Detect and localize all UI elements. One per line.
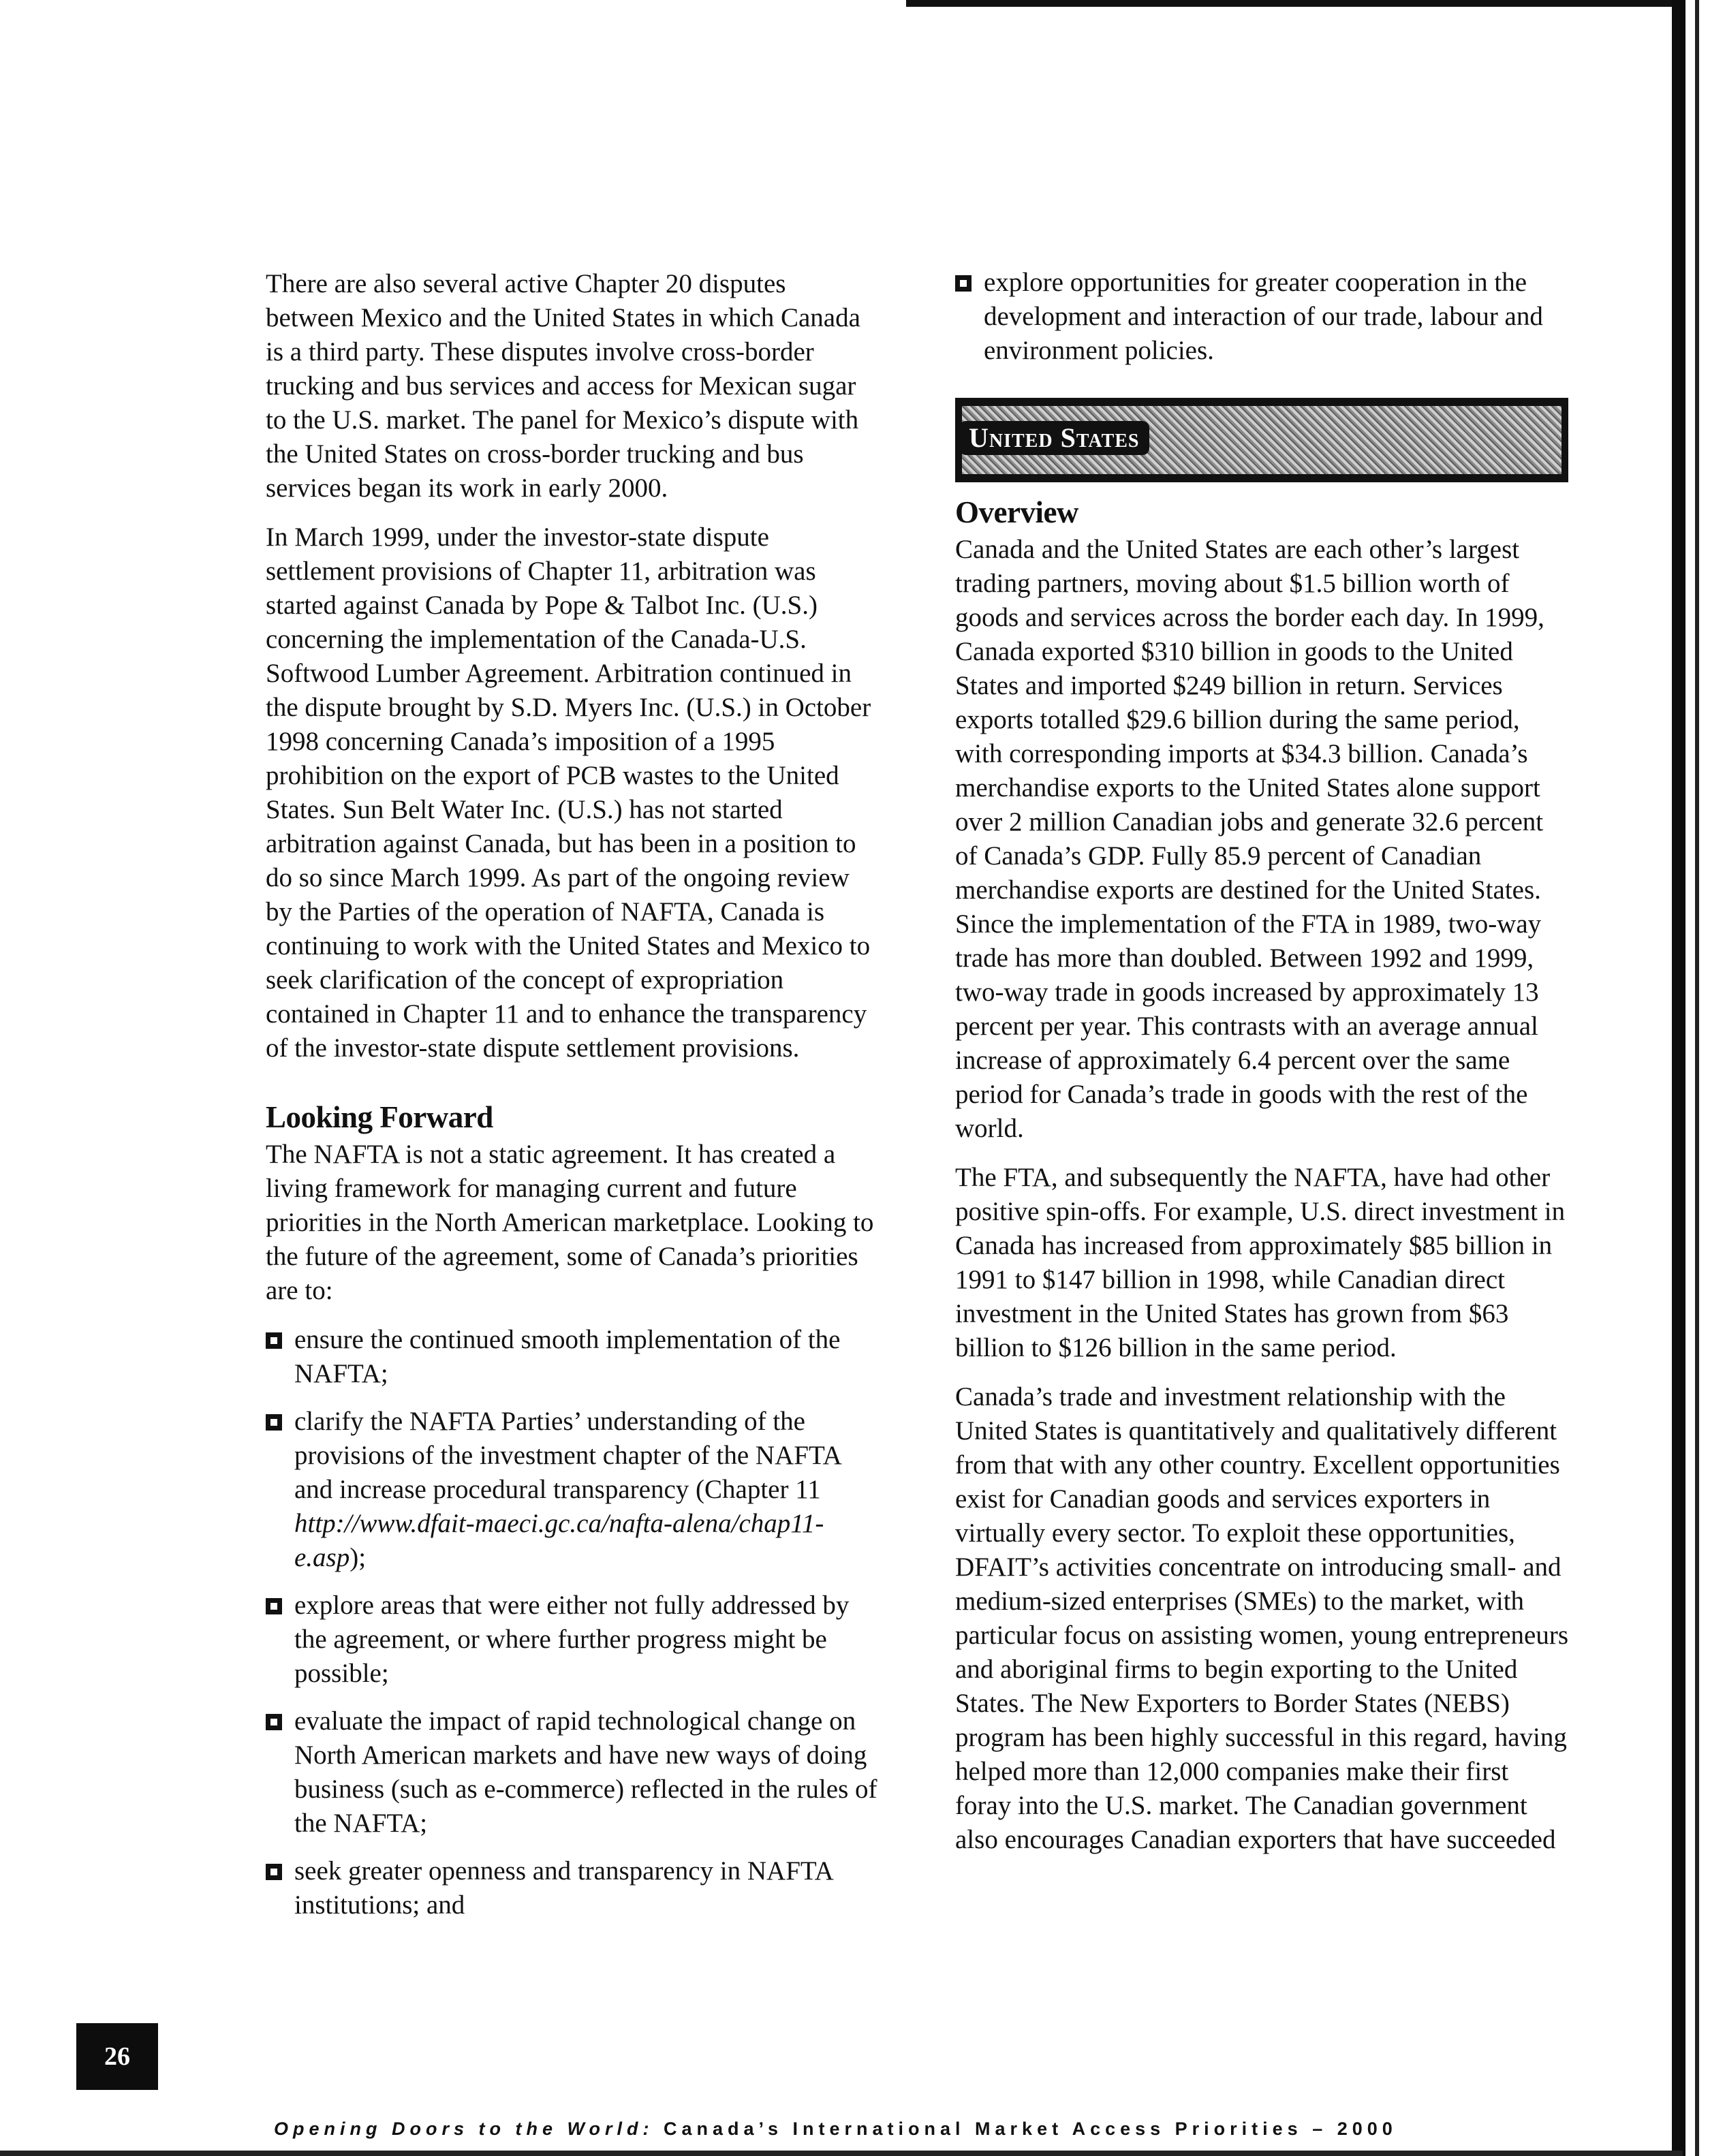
list-item-text: explore opportunities for greater cooperation in the development and interaction of our trade, labour and environment policies. (984, 268, 1543, 365)
list-item (266, 1704, 879, 1841)
banner-label: United States (959, 421, 1149, 455)
footer-title-italic: Opening Doors to the World: (274, 2119, 654, 2139)
paragraph-chapter-11-arbitration: In March 1999, under the investor-state dispute settlement provisions of Chapter 11, arbitration was started against Canada by Pope & Talbot Inc. (U.S.) concerning the implementation of the Canada-U.S. Softwood Lumber Agreement. Arbitration continued in the dispute brought by S.D. Myers Inc. (U.S.) in October 1998 concerning Canada’s imposition of a 1995 prohibition on the export of PCB wastes to the United States. Sun Belt Water Inc. (U.S.) has not started arbitration against Canada, but has been in a position to do so since March 1999. As part of the ongoing review by the Parties of the operation of NAFTA, Canada is continuing to work with the United States and Mexico to seek clarification of the concept of expropriation contained in Chapter 11 and to enhance the transparency of the investor-state dispute settlement provisions. (266, 522, 871, 1063)
right-column (955, 266, 1568, 1872)
list-item-text: explore areas that were either not fully addressed by the agreement, or where further progress might be possible; (294, 1591, 850, 1688)
list-item (266, 1405, 879, 1575)
scan-edge-top (906, 0, 1690, 7)
chapter-11-url-link[interactable]: http://www.dfait-maeci.gc.ca/nafta-alena/chap11-e.asp (294, 1509, 824, 1572)
page-number: 26 (76, 2023, 158, 2090)
list-item-text: evaluate the impact of rapid technological change on North American markets and have new ways of doing business (such as e-commerce) reflected in the rules of the NAFTA; (294, 1706, 877, 1838)
square-bullet-icon (266, 1864, 282, 1880)
list-item-text: ensure the continued smooth implementation of the NAFTA; (294, 1325, 841, 1388)
section-banner-united-states (955, 398, 1568, 482)
list-item-text: clarify the NAFTA Parties’ understanding of the provisions of the investment chapter of the NAFTA and increase procedural transparency (Chapter 11 (294, 1407, 841, 1504)
square-bullet-icon (266, 1332, 282, 1349)
footer-running-title (274, 2119, 1568, 2140)
square-bullet-icon (955, 275, 972, 292)
list-item-text: seek greater openness and transparency in NAFTA institutions; and (294, 1856, 833, 1920)
priorities-list (266, 1323, 879, 1922)
paragraph-overview-trade: Canada and the United States are each other’s largest trading partners, moving about $1.5 billion worth of goods and services across the border each day. In 1999, Canada exported $310 billion in goods to the United States and imported $249 billion in return. Services exports totalled $29.6 billion during the same period, with corresponding imports at $34.3 billion. Canada’s merchandise exports to the United States alone support over 2 million Canadian jobs and generate 32.6 percent of Canada’s GDP. Fully 85.9 percent of Canadian merchandise exports are destined for the United States. Since the implementation of the FTA in 1989, two-way trade has more than doubled. Between 1992 and 1999, two-way trade in goods increased by approximately 13 percent per year. This contrasts with an average annual increase of approximately 6.4 percent over the same period for Canada’s trade in goods with the rest of the world. (955, 535, 1544, 1143)
paragraph-overview-relationship: Canada’s trade and investment relationship with the United States is quantitatively and qualitatively different from that with any other country. Excellent opportunities exist for Canadian goods and services exporters in virtually every sector. To exploit these opportunities, DFAIT’s activities concentrate on introducing small- and medium-sized enterprises (SMEs) to the market, with particular focus on assisting women, young entrepreneurs and aboriginal firms to begin exporting to the United States. The New Exporters to Border States (NEBS) program has been highly successful in this regard, having helped more than 12,000 companies make their first foray into the U.S. market. The Canadian government also encourages Canadian exporters that have succeeded (955, 1382, 1569, 1854)
footer-title-rest: Canada’s International Market Access Priorities – 2000 (653, 2119, 1397, 2139)
priorities-list-continued (955, 266, 1568, 368)
paragraph-looking-forward-intro: The NAFTA is not a static agreement. It has created a living framework for managing current and future priorities in the North American marketplace. Looking to the future of the agreement, some of Canada’s priorities are to: (266, 1140, 874, 1305)
left-column (266, 267, 879, 1936)
paragraph-overview-investment: The FTA, and subsequently the NAFTA, have had other positive spin-offs. For example, U.S. direct investment in Canada has increased from approximately $85 billion in 1991 to $147 billion in 1998, while Canadian direct investment in the United States has grown from $63 billion to $126 billion in the same period. (955, 1163, 1566, 1362)
list-item (266, 1854, 879, 1922)
scan-edge-bottom (0, 2151, 1683, 2156)
list-item (266, 1589, 879, 1691)
list-item-text-tail: ); (349, 1543, 367, 1572)
list-item (266, 1323, 879, 1391)
square-bullet-icon (266, 1714, 282, 1730)
heading-looking-forward: Looking Forward (266, 1100, 493, 1134)
square-bullet-icon (266, 1414, 282, 1431)
scan-edge-right (1672, 0, 1725, 2156)
square-bullet-icon (266, 1598, 282, 1614)
paragraph-chapter-20-disputes: There are also several active Chapter 20 disputes between Mexico and the United States in which Canada is a third party. These disputes involve cross-border trucking and bus services and access for Mexican sugar to the U.S. market. The panel for Mexico’s dispute with the United States on cross-border trucking and bus services began its work in early 2000. (266, 269, 860, 503)
list-item (955, 266, 1568, 368)
heading-overview: Overview (955, 495, 1078, 529)
